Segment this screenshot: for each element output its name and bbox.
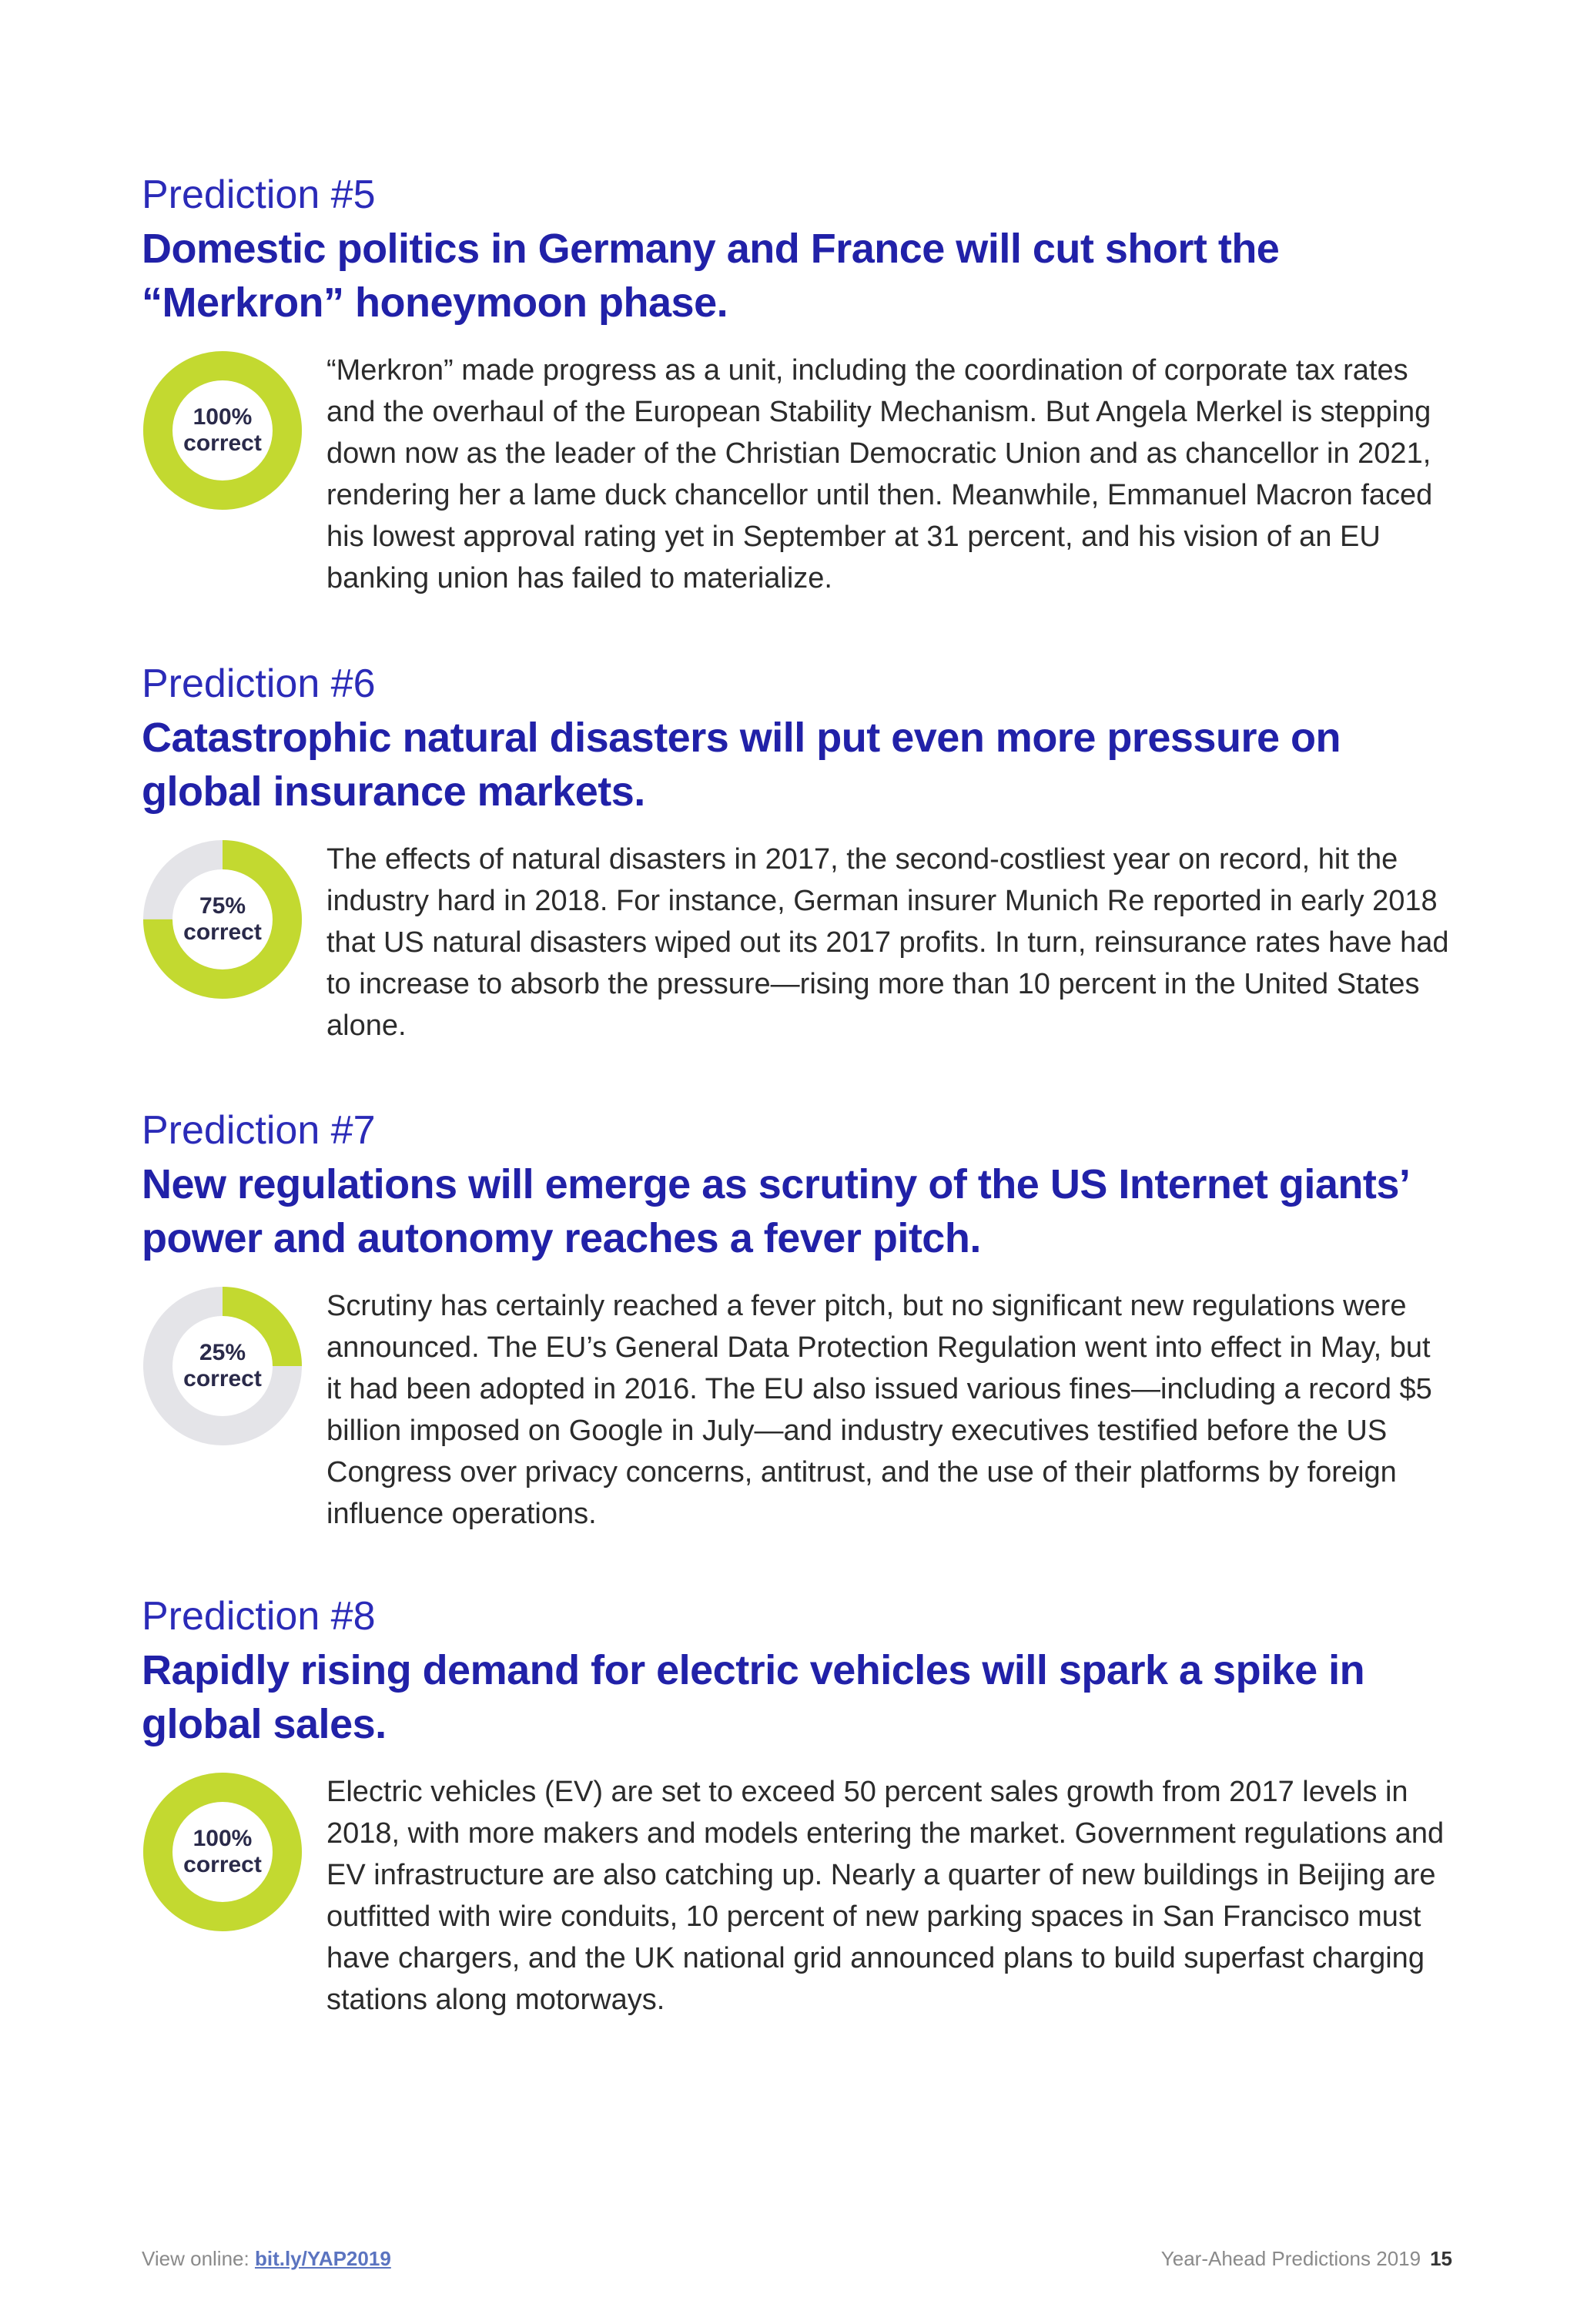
footer-view-online [142,2247,391,2271]
prediction-section [142,660,1451,1046]
score-word: correct [183,1366,262,1391]
prediction-label: Prediction #5 [142,172,376,217]
score-donut [142,1285,303,1447]
prediction-headline: New regulations will emerge as scrutiny of the US Internet giants’ power and autonomy reaches a fever pitch. [142,1161,1408,1261]
score-donut [142,350,303,511]
score-donut [142,1771,303,1933]
score-word: correct [183,1852,262,1877]
score-percent: 25% [199,1340,246,1365]
score-percent: 75% [199,893,246,919]
prediction-headline: Catastrophic natural disasters will put even more pressure on global insurance markets. [142,715,1341,815]
prediction-section [142,1107,1451,1535]
score-word: correct [183,430,262,456]
score-donut [142,839,303,1000]
score-label [142,1771,303,1933]
score-percent: 100% [193,404,253,430]
prediction-row [142,350,1451,599]
prediction-row [142,1285,1451,1535]
prediction-section [142,171,1451,599]
publication-title: Year-Ahead Predictions 2019 [1160,2247,1421,2270]
score-percent: 100% [193,1826,253,1851]
prediction-label: Prediction #6 [142,661,376,706]
footer-publication [1161,2247,1452,2271]
prediction-section [142,1592,1451,2021]
score-label [142,839,303,1000]
prediction-row [142,839,1451,1046]
view-online-label: View online: [142,2247,249,2270]
score-label [142,350,303,511]
prediction-label: Prediction #7 [142,1108,376,1153]
prediction-body: Scrutiny has certainly reached a fever pitch, but no significant new regulations were announced. The EU’s General Data Protection Regulation went into effect in May, but it had been adopted in 2016. The EU also issued various fines—including a record $5 billion imposed on Google in July—and industry executives testified before the US Congress over privacy concerns, antitrust, and the use of their platforms by foreign influence operations. [326,1290,1432,1530]
prediction-label: Prediction #8 [142,1594,376,1639]
prediction-row [142,1771,1451,2021]
view-online-link[interactable]: bit.ly/YAP2019 [254,2247,391,2270]
page-number: 15 [1430,2247,1452,2270]
score-label [142,1285,303,1447]
prediction-body: Electric vehicles (EV) are set to exceed 50 percent sales growth from 2017 levels in 2018, with more makers and models entering the market. Government regulations and EV infrastructure are also catching up. Nearly a quarter of new buildings in Beijing are outfitted with wire conduits, 10 percent of new parking spaces in San Francisco must have chargers, and the UK national grid announced plans to build superfast charging stations along motorways. [326,1776,1445,2016]
prediction-headline: Rapidly rising demand for electric vehicles will spark a spike in global sales. [142,1647,1365,1747]
prediction-body: “Merkron” made progress as a unit, including the coordination of corporate tax rates and the overhaul of the European Stability Mechanism. But Angela Merkel is stepping down now as the leader of the Christian Democratic Union and as chancellor in 2021, rendering her a lame duck chancellor until then. Meanwhile, Emmanuel Macron faced his lowest approval rating yet in September at 31 percent, and his vision of an EU banking union has failed to materialize. [326,354,1433,594]
prediction-headline: Domestic politics in Germany and France will cut short the “Merkron” honeymoon phase. [142,226,1280,326]
prediction-body: The effects of natural disasters in 2017, the second-costliest year on record, hit the industry hard in 2018. For instance, German insurer Munich Re reported in early 2018 that US natural disasters wiped out its 2017 profits. In turn, reinsurance rates have had to increase to absorb the pressure—rising more than 10 percent in the United States alone. [326,843,1449,1042]
score-word: correct [183,919,262,945]
